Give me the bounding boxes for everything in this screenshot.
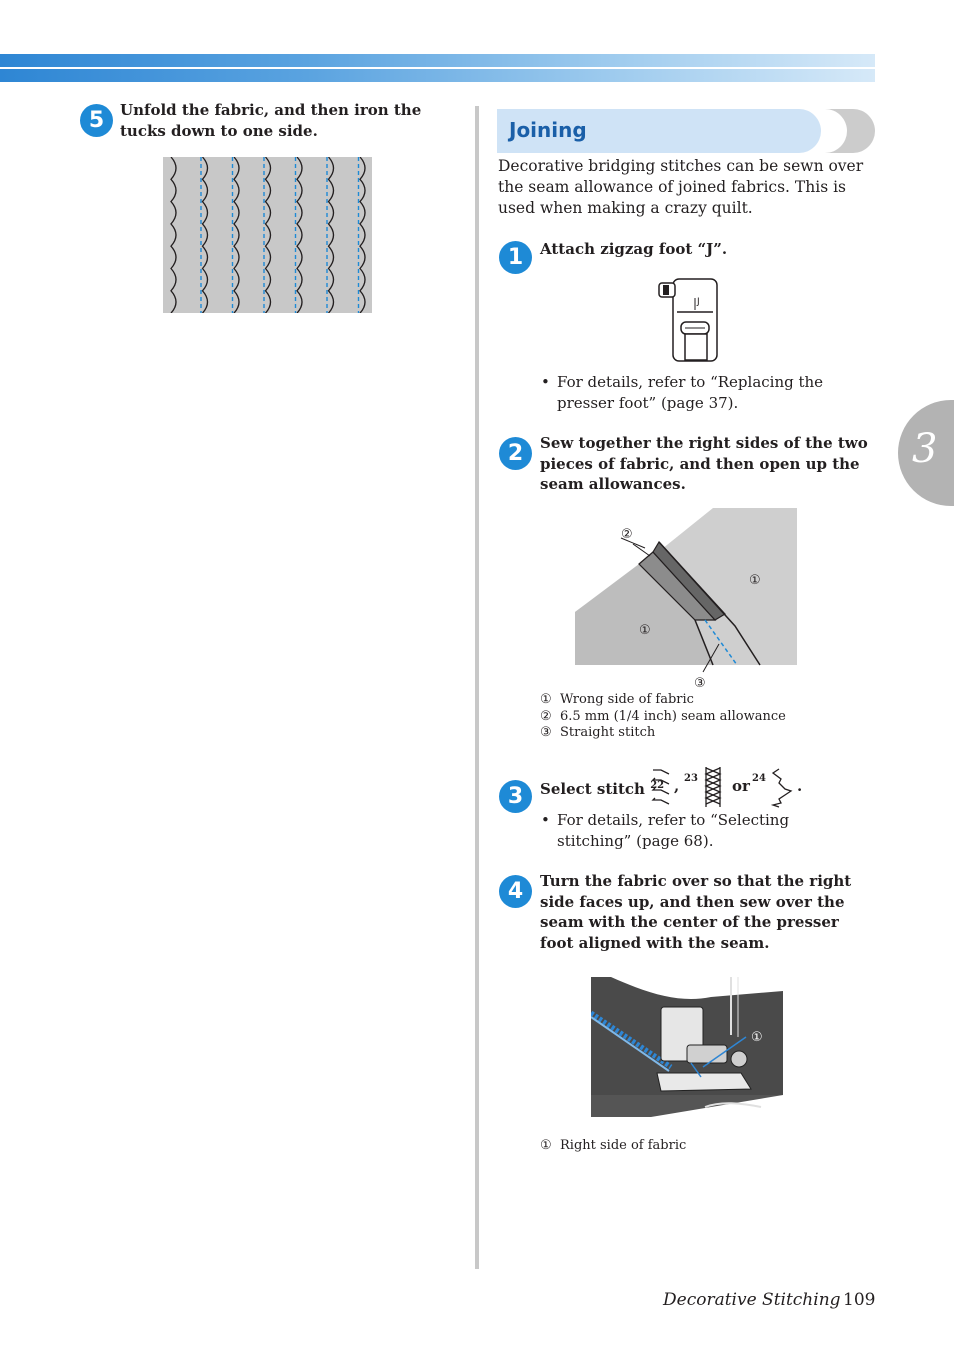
- bullet-dot: •: [541, 373, 550, 391]
- chapter-number: 3: [912, 426, 938, 472]
- stitch-22-icon: [651, 768, 671, 806]
- stitch-23-num: 23: [684, 773, 698, 784]
- step-2-legend: [540, 692, 786, 742]
- stitch-sep-1: ,: [674, 777, 680, 795]
- stitch-24-icon: [771, 767, 793, 809]
- legend-num: ②: [540, 708, 552, 724]
- section-heading: [497, 109, 875, 153]
- legend-text: Wrong side of fabric: [560, 692, 694, 707]
- step-5-text: Unfold the fabric, and then iron the tucks down to one side.: [120, 101, 422, 140]
- callout-1-lower: ①: [639, 623, 651, 638]
- tucks-illustration: [163, 157, 372, 313]
- sewing-photo: [591, 977, 783, 1117]
- legend-row: [540, 692, 786, 709]
- zigzag-foot-j-icon: [655, 276, 720, 364]
- legend-num: ①: [540, 1138, 552, 1153]
- page-number: 109: [843, 1290, 876, 1310]
- legend-text: 6.5 mm (1/4 inch) seam allowance: [560, 708, 786, 724]
- legend-num: ①: [540, 692, 552, 707]
- callout-2: ②: [621, 527, 633, 542]
- step-2-text: Sew together the right sides of the two pieces of fabric, and then open up the seam allowances.: [540, 434, 868, 493]
- stitch-22-num: 22: [650, 780, 665, 791]
- foot-label: J: [697, 297, 700, 307]
- legend-num: ③: [540, 725, 552, 741]
- step-2-badge: 2: [499, 437, 532, 470]
- step-3-bullet-text: For details, refer to “Selecting stitching” (page 68).: [557, 811, 790, 850]
- photo-callout-1: ①: [751, 1030, 763, 1045]
- step-4-text: Turn the fabric over so that the right side faces up, and then sew over the seam with the center of the presser foot aligned with the seam.: [540, 872, 852, 952]
- stitch-24-num: 24: [752, 773, 766, 784]
- step-5-badge: 5: [80, 104, 113, 137]
- stitch-sep-2: or: [732, 777, 750, 795]
- legend-row: [540, 1138, 686, 1155]
- legend-row: [540, 725, 786, 742]
- section-title: Joining: [509, 118, 587, 142]
- column-divider: [475, 106, 479, 1269]
- select-stitch-label: Select stitch: [540, 780, 645, 798]
- header-bar: [0, 54, 875, 82]
- callout-1-upper: ①: [749, 573, 761, 588]
- legend-text: Straight stitch: [560, 725, 656, 741]
- seam-allowance-diagram: [575, 508, 797, 704]
- step-1-text: Attach zigzag foot “J”.: [540, 240, 728, 258]
- callout-3: ③: [694, 676, 706, 691]
- footer-section-title: Decorative Stitching: [663, 1290, 841, 1310]
- chapter-tab: [898, 400, 954, 506]
- legend-text: Right side of fabric: [560, 1138, 687, 1153]
- header-stripe: [0, 67, 875, 69]
- legend-row: [540, 709, 786, 726]
- step-1-bullet-text: For details, refer to “Replacing the presser foot” (page 37).: [557, 373, 824, 412]
- intro-text: Decorative bridging stitches can be sewn over the seam allowance of joined fabrics. This is used when making a crazy quilt.: [498, 157, 864, 217]
- step-4-legend: [540, 1138, 686, 1155]
- stitch-end: .: [797, 777, 803, 795]
- step-3-badge: 3: [499, 780, 532, 813]
- stitch-23-icon: [704, 766, 722, 808]
- step-4-badge: 4: [499, 875, 532, 908]
- step-1-badge: 1: [499, 241, 532, 274]
- bullet-dot: •: [541, 811, 550, 829]
